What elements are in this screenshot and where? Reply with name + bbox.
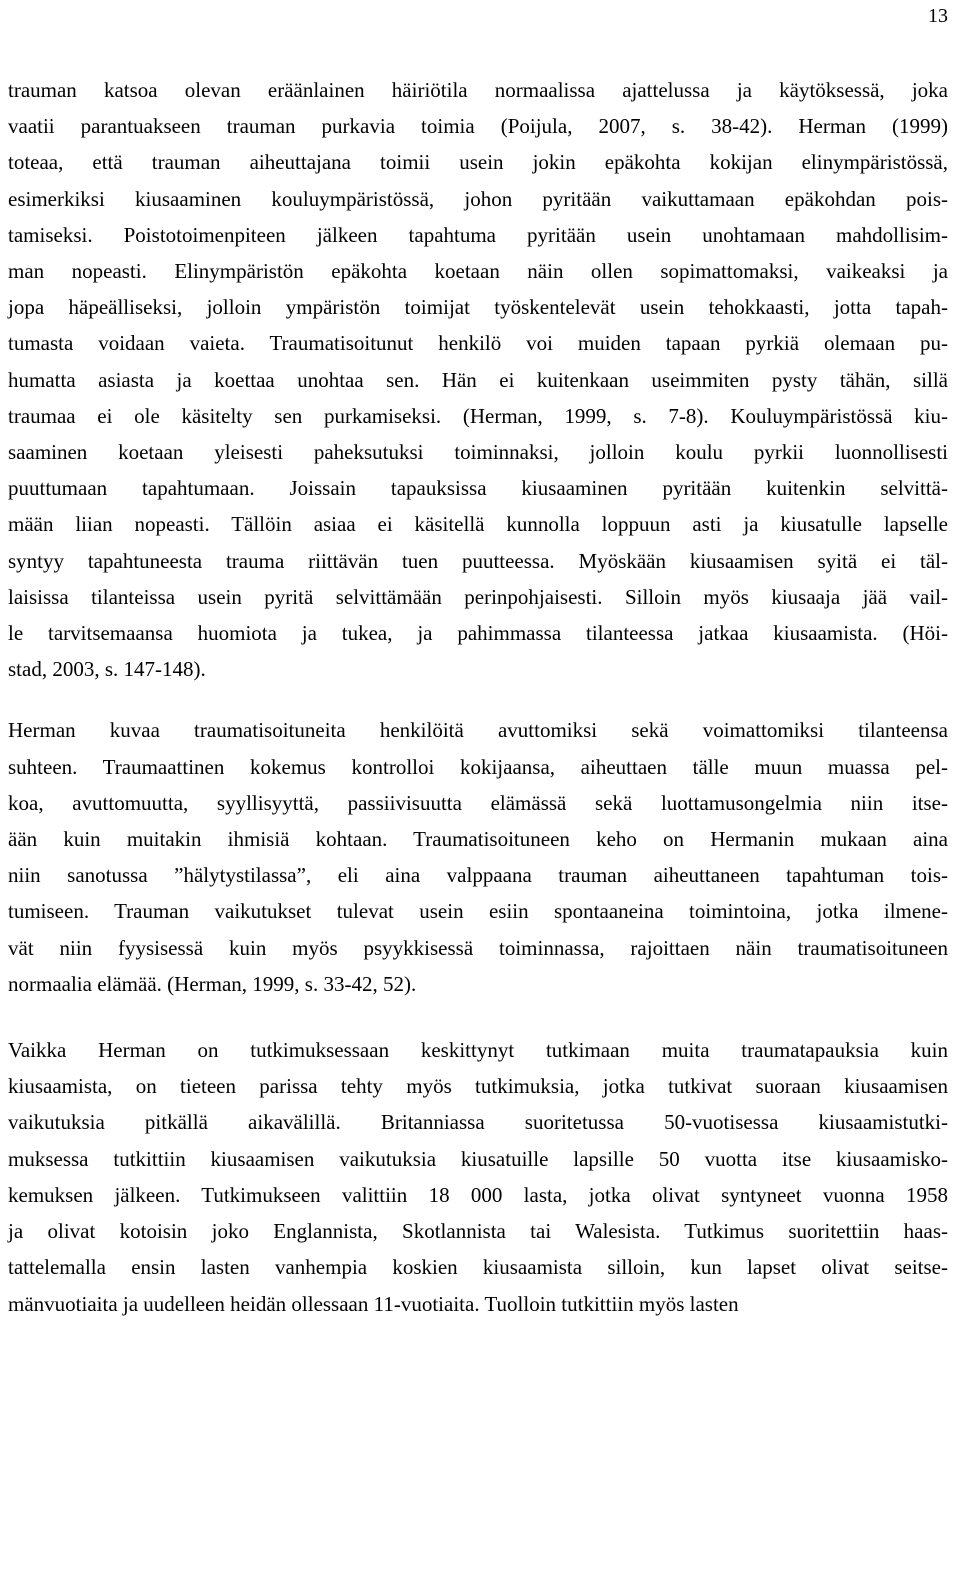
text-line: niin sanotussa ”hälytystilassa”, eli aina valppaana trauman aiheuttaneen tapahtuman tois- [8,863,948,888]
text-line: laisissa tilanteissa usein pyritä selvittämään perinpohjaisesti. Silloin myös kiusaaja jää vail- [8,584,948,609]
text-line: kiusaamista, on tieteen parissa tehty myös tutkimuksia, jotka tutkivat suoraan kiusaamisen [8,1074,948,1099]
paragraph-2 [8,712,948,1002]
document-body [8,72,948,1322]
text-line: ja olivat kotoisin joko Englannista, Skotlannista tai Walesista. Tutkimus suoritettiin haas- [8,1219,948,1244]
text-line: saaminen koetaan yleisesti paheksutuksi toiminnaksi, jolloin koulu pyrkii luonnollisesti [8,440,948,465]
text-line: jopa häpeälliseksi, jolloin ympäristön toimijat työskentelevät usein tehokkaasti, jotta tapah- [8,295,948,320]
text-line: mään liian nopeasti. Tällöin asiaa ei käsitellä kunnolla loppuun asti ja kiusatulle lapselle [8,512,948,537]
paragraph-3 [8,1032,948,1322]
text-line: Vaikka Herman on tutkimuksessaan keskittynyt tutkimaan muita traumatapauksia kuin [8,1038,948,1063]
text-line: vaikutuksia pitkällä aikavälillä. Britanniassa suoritetussa 50-vuotisessa kiusaamistutki- [8,1110,948,1135]
text-line: normaalia elämää. (Herman, 1999, s. 33-42, 52). [8,971,417,996]
page-number: 13 [928,5,948,27]
text-line: man nopeasti. Elinympäristön epäkohta koetaan näin ollen sopimattomaksi, vaikeaksi ja [8,259,948,284]
text-line: vät niin fyysisessä kuin myös psyykkisessä toiminnassa, rajoittaen näin traumatisoituneen [8,935,948,960]
text-line: suhteen. Traumaattinen kokemus kontrolloi kokijaansa, aiheuttaen tälle muun muassa pel- [8,754,948,779]
text-line: kemuksen jälkeen. Tutkimukseen valittiin 18 000 lasta, jotka olivat syntyneet vuonna 1958 [8,1182,948,1207]
text-line: toteaa, että trauman aiheuttajana toimii usein jokin epäkohta kokijan elinympäristössä, [8,150,948,175]
text-line: tumiseen. Trauman vaikutukset tulevat usein esiin spontaaneina toimintoina, jotka ilmene- [8,899,948,924]
text-line: stad, 2003, s. 147-148). [8,657,206,682]
text-line: traumaa ei ole käsitelty sen purkamiseksi. (Herman, 1999, s. 7-8). Kouluympäristössä kiu- [8,403,948,428]
paragraph-spacer [8,687,948,712]
text-line: Herman kuvaa traumatisoituneita henkilöitä avuttomiksi sekä voimattomiksi tilanteensa [8,718,948,743]
text-line: tumasta voidaan vaieta. Traumatisoitunut henkilö voi muiden tapaan pyrkiä olemaan pu- [8,331,948,356]
text-line: syntyy tapahtuneesta trauma riittävän tuen puutteessa. Myöskään kiusaamisen syitä ei täl- [8,548,948,573]
text-line: tamiseksi. Poistotoimenpiteen jälkeen tapahtuma pyritään usein unohtamaan mahdollisim- [8,222,948,247]
text-line: koa, avuttomuutta, syyllisyyttä, passiivisuutta elämässä sekä luottamusongelmia niin itse- [8,790,948,815]
text-line: puuttumaan tapahtumaan. Joissain tapauksissa kiusaaminen pyritään kuitenkin selvittä- [8,476,948,501]
text-line: mänvuotiaita ja uudelleen heidän ollessaan 11-vuotiaita. Tuolloin tutkittiin myös lasten [8,1291,739,1316]
paragraph-1 [8,72,948,687]
text-line: vaatii parantuakseen trauman purkavia toimia (Poijula, 2007, s. 38-42). Herman (1999) [8,114,948,139]
text-line: ään kuin muitakin ihmisiä kohtaan. Traumatisoituneen keho on Hermanin mukaan aina [8,827,948,852]
text-line: le tarvitsemaansa huomiota ja tukea, ja pahimmassa tilanteessa jatkaa kiusaamista. (Höi- [8,621,948,646]
text-line: tattelemalla ensin lasten vanhempia koskien kiusaamista silloin, kun lapset olivat seitse- [8,1255,948,1280]
text-line: esimerkiksi kiusaaminen kouluympäristössä, johon pyritään vaikuttamaan epäkohdan pois- [8,186,948,211]
text-line: humatta asiasta ja koettaa unohtaa sen. Hän ei kuitenkaan useimmiten pysty tähän, sillä [8,367,948,392]
text-line: muksessa tutkittiin kiusaamisen vaikutuksia kiusatuille lapsille 50 vuotta itse kiusaamisko- [8,1146,948,1171]
text-line: trauman katsoa olevan eräänlainen häiriötila normaalissa ajattelussa ja käytöksessä, joka [8,78,948,102]
paragraph-spacer [8,1002,948,1032]
